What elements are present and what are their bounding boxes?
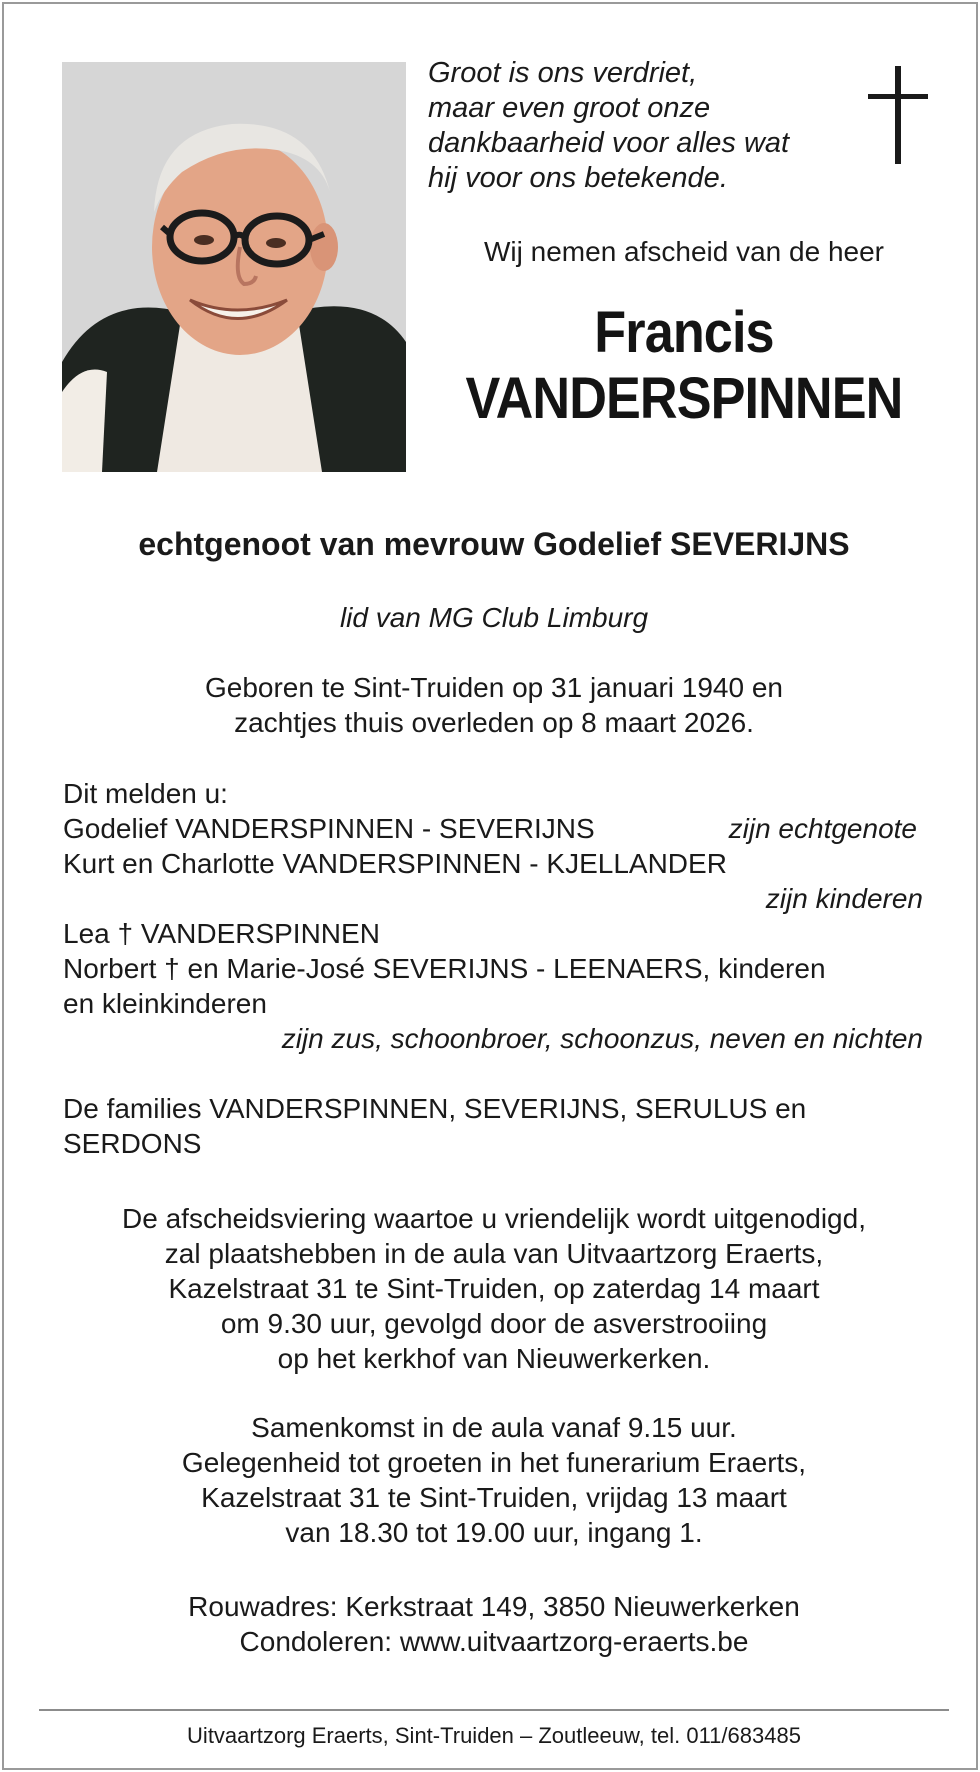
- announcer-relation: zijn zus, schoonbroer, schoonzus, neven en nichten: [281, 1023, 923, 1054]
- contact-info: [44, 1589, 944, 1659]
- announcer-name: Lea † VANDERSPINNEN: [63, 918, 380, 949]
- footer-divider: [39, 1709, 949, 1711]
- portrait-illustration: [62, 62, 406, 472]
- gathering-info: [44, 1410, 944, 1550]
- gathering-line: Kazelstraat 31 te Sint-Truiden, vrijdag 13 maart: [201, 1482, 787, 1513]
- ceremony-line: op het kerkhof van Nieuwerkerken.: [277, 1343, 711, 1374]
- announcer-name: Kurt en Charlotte VANDERSPINNEN - KJELLANDER: [63, 848, 727, 879]
- farewell-intro: Wij nemen afscheid van de heer: [484, 236, 884, 267]
- announcer-relation: zijn kinderen: [765, 883, 923, 914]
- opening-quote: [428, 56, 848, 196]
- quote-line: dankbaarheid voor alles wat: [428, 127, 790, 159]
- quote-line: hij voor ons betekende.: [428, 162, 728, 194]
- families-line: De families VANDERSPINNEN, SEVERIJNS, SERULUS en: [63, 1093, 807, 1124]
- obituary-card: [2, 2, 978, 1770]
- announcer-row: [63, 811, 923, 846]
- ceremony-line: om 9.30 uur, gevolgd door de asverstrooiing: [220, 1308, 768, 1339]
- first-name: Francis: [594, 300, 774, 365]
- funeral-home-footer: Uitvaartzorg Eraerts, Sint-Truiden – Zoutleeuw, tel. 011/683485: [187, 1723, 801, 1748]
- announcer-name: Norbert † en Marie-José SEVERIJNS - LEENAERS, kinderen: [63, 953, 826, 984]
- life-dates: [44, 670, 944, 740]
- announcers-list: [63, 776, 923, 1161]
- life-dates-line: Geboren te Sint-Truiden op 31 januari 1940 en: [204, 672, 784, 703]
- families-line: SERDONS: [63, 1128, 202, 1159]
- announcer-relation: zijn echtgenote: [728, 813, 917, 844]
- gathering-line: van 18.30 tot 19.00 uur, ingang 1.: [285, 1517, 703, 1548]
- spouse-line: echtgenoot van mevrouw Godelief SEVERIJNS: [138, 526, 850, 562]
- latin-cross-icon: [868, 66, 928, 164]
- gathering-line: Samenkomst in de aula vanaf 9.15 uur.: [251, 1412, 737, 1443]
- portrait-photo: [62, 62, 406, 472]
- life-dates-line: zachtjes thuis overleden op 8 maart 2026.: [234, 707, 754, 738]
- ceremony-line: De afscheidsviering waartoe u vriendelijk wordt uitgenodigd,: [122, 1203, 866, 1234]
- announcer-name: en kleinkinderen: [63, 988, 267, 1019]
- ceremony-line: Kazelstraat 31 te Sint-Truiden, op zaterdag 14 maart: [168, 1273, 820, 1304]
- ceremony-info: [44, 1201, 944, 1376]
- quote-line: Groot is ons verdriet,: [428, 57, 698, 89]
- announcer-row: [63, 1021, 923, 1056]
- announcer-name: Godelief VANDERSPINNEN - SEVERIJNS: [63, 813, 595, 844]
- deceased-name: [450, 300, 918, 432]
- mourning-address: Rouwadres: Kerkstraat 149, 3850 Nieuwerkerken: [188, 1591, 800, 1622]
- membership-line: lid van MG Club Limburg: [339, 602, 649, 633]
- condolence-link[interactable]: Condoleren: www.uitvaartzorg-eraerts.be: [239, 1626, 749, 1657]
- announcer-row: [63, 881, 923, 916]
- spacer: [63, 1056, 923, 1091]
- last-name: VANDERSPINNEN: [465, 366, 903, 431]
- gathering-line: Gelegenheid tot groeten in het funerarium Eraerts,: [181, 1447, 807, 1478]
- quote-line: maar even groot onze: [428, 92, 711, 124]
- announcers-intro: Dit melden u:: [63, 778, 228, 809]
- ceremony-line: zal plaatshebben in de aula van Uitvaartzorg Eraerts,: [164, 1238, 824, 1269]
